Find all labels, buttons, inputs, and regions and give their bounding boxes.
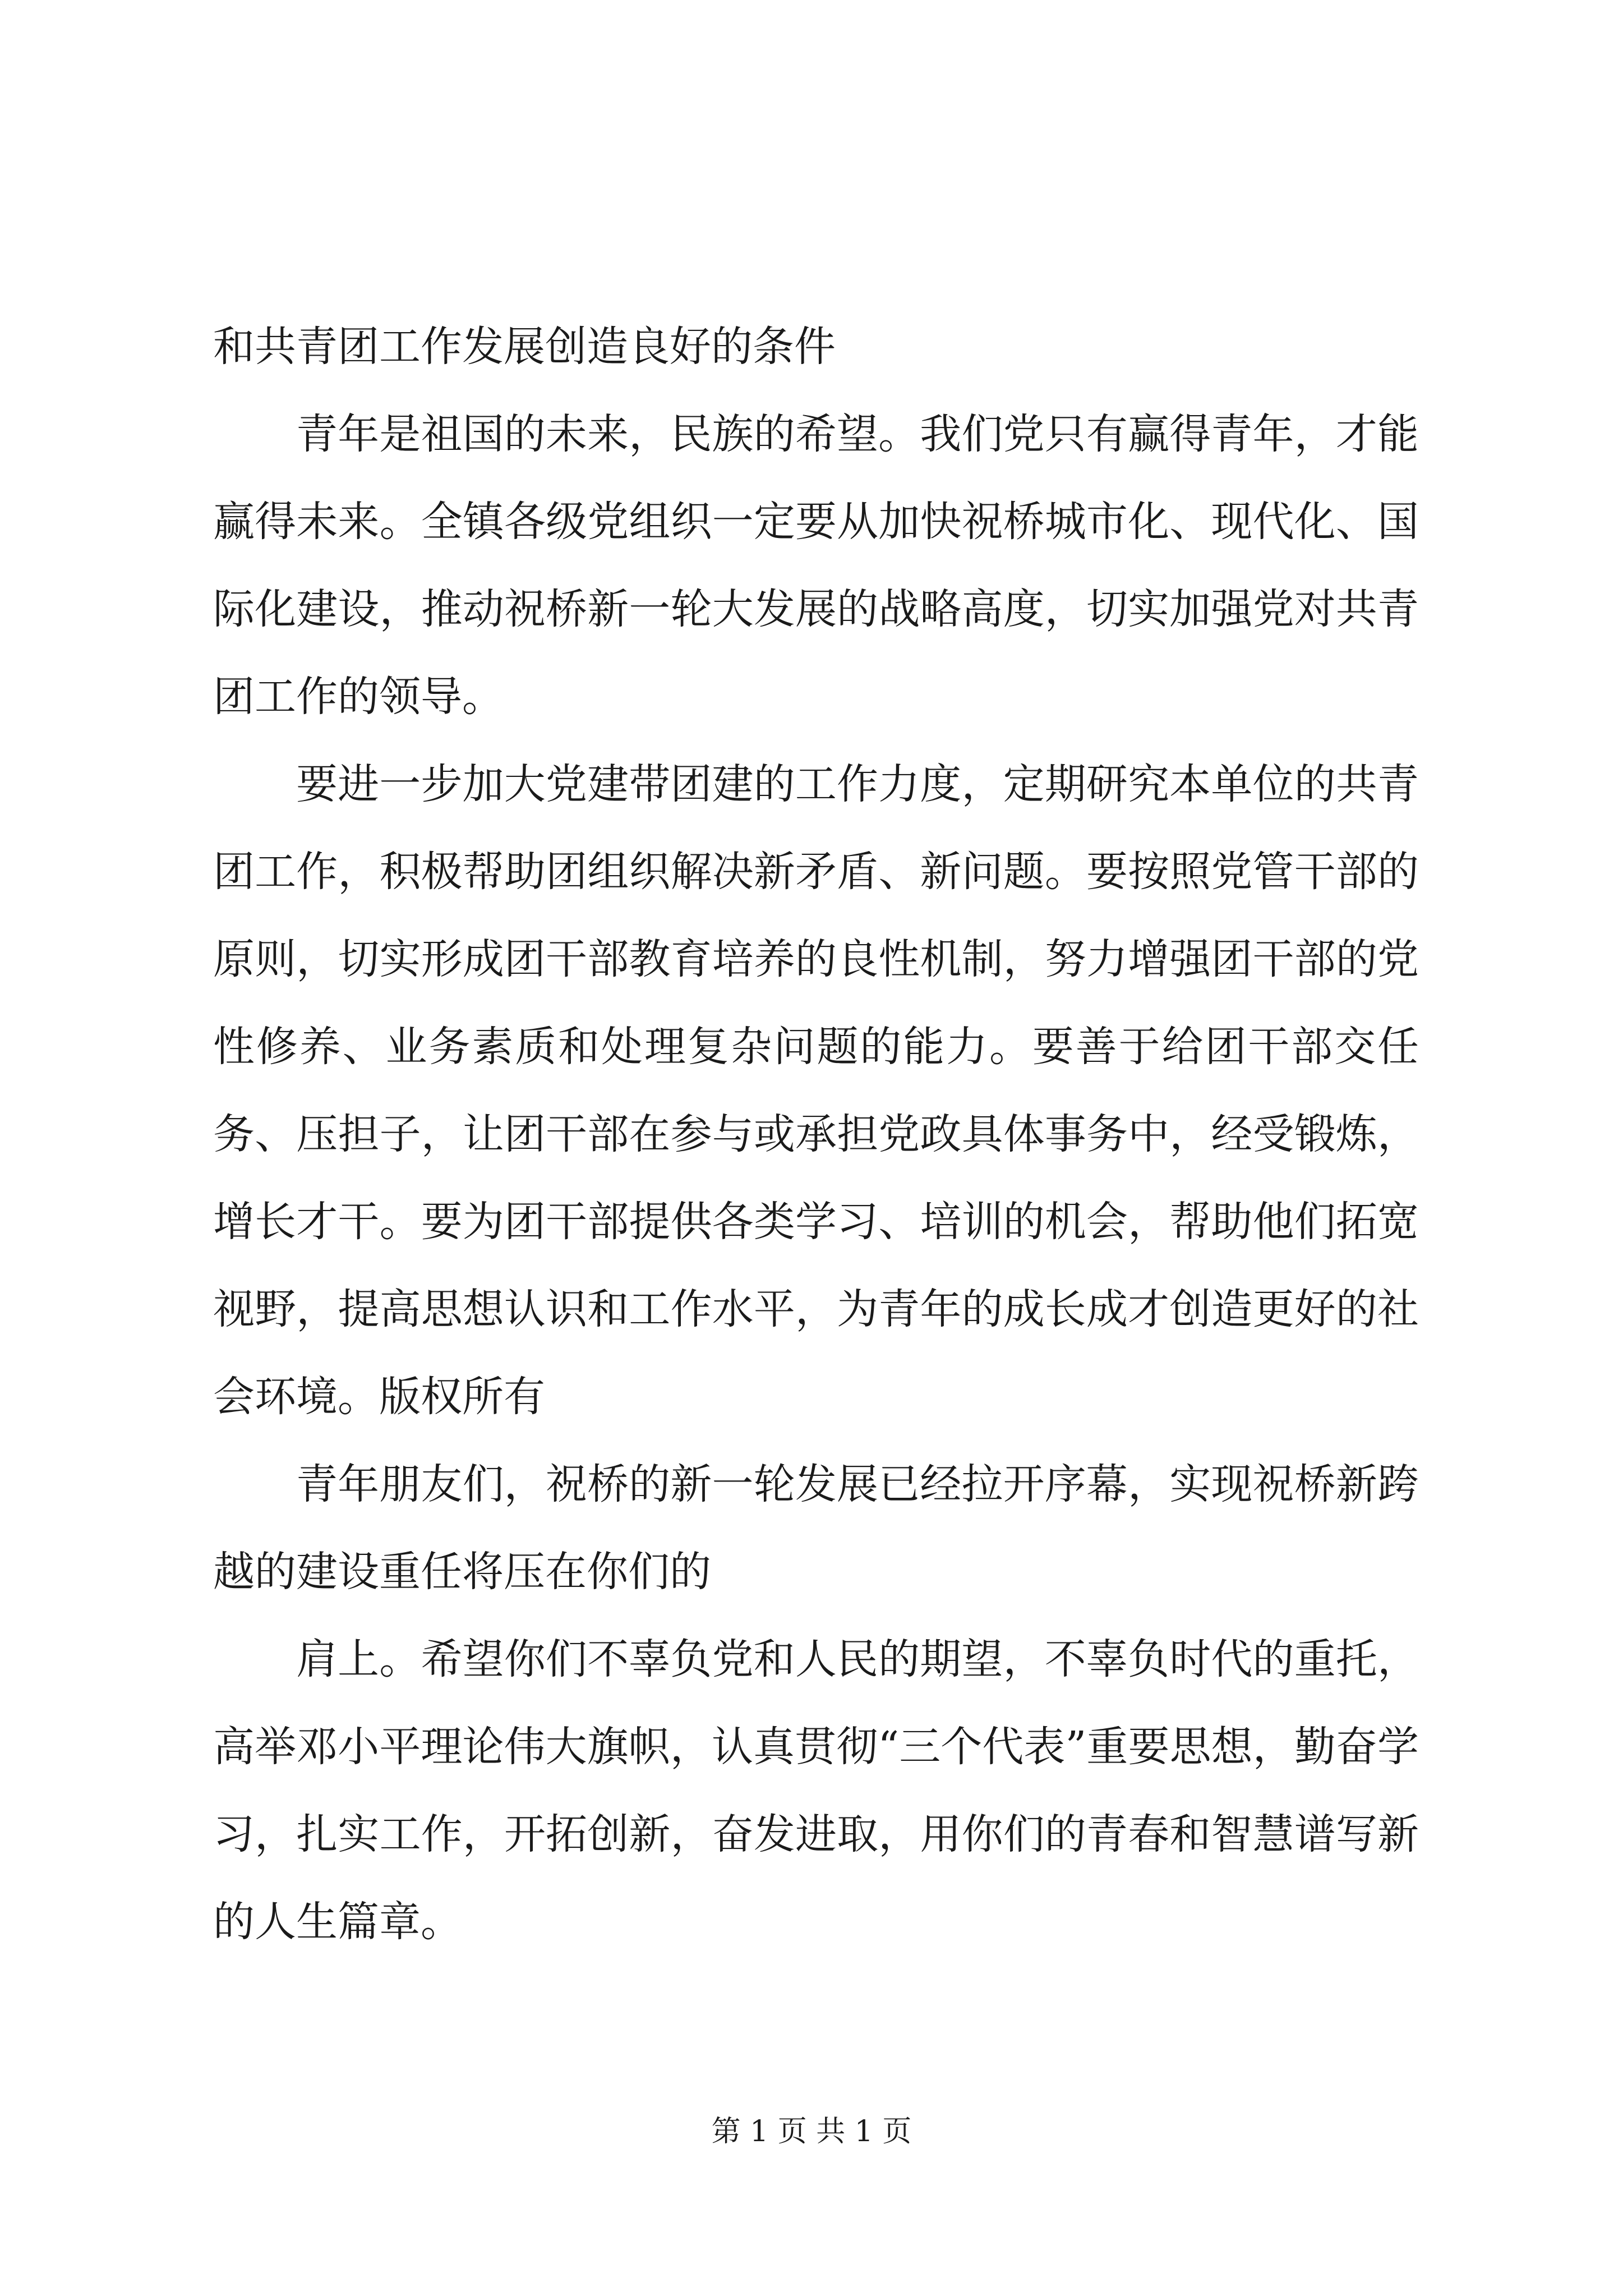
document-body <box>213 303 1419 1966</box>
paragraph-2: 青年是祖国的未来，民族的希望。我们党只有赢得青年，才能赢得未来。全镇各级党组织一定要从加快祝桥城市化、现代化、国际化建设，推动祝桥新一轮大发展的战略高度，切实加强党对共青团工作的领导。 <box>213 410 1419 721</box>
page-number-footer: 第 1 页 共 1 页 <box>711 2115 912 2148</box>
paragraph-3: 要进一步加大党建带团建的工作力度，定期研究本单位的共青团工作，积极帮助团组织解决新矛盾、新问题。要按照党管干部的原则，切实形成团干部教育培养的良性机制，努力增强团干部的党性修养、业务素质和处理复杂问题的能力。要善于给团干部交任务、压担子，让团干部在参与或承担党政具体事务中，经受锻炼，增长才干。要为团干部提供各类学习、培训的机会，帮助他们拓宽视野，提高思想认识和工作水平，为青年的成长成才创造更好的社会环境。版权所有 <box>213 760 1419 1421</box>
paragraph-1: 和共青团工作发展创造良好的条件 <box>213 323 836 371</box>
paragraph-5: 肩上。希望你们不辜负党和人民的期望，不辜负时代的重托，高举邓小平理论伟大旗帜，认真贯彻“三个代表”重要思想，勤奋学习，扎实工作，开拓创新，奋发进取，用你们的青春和智慧谱写新的人生篇章。 <box>213 1635 1419 1946</box>
paragraph-4: 青年朋友们，祝桥的新一轮发展已经拉开序幕，实现祝桥新跨越的建设重任将压在你们的 <box>213 1460 1419 1596</box>
